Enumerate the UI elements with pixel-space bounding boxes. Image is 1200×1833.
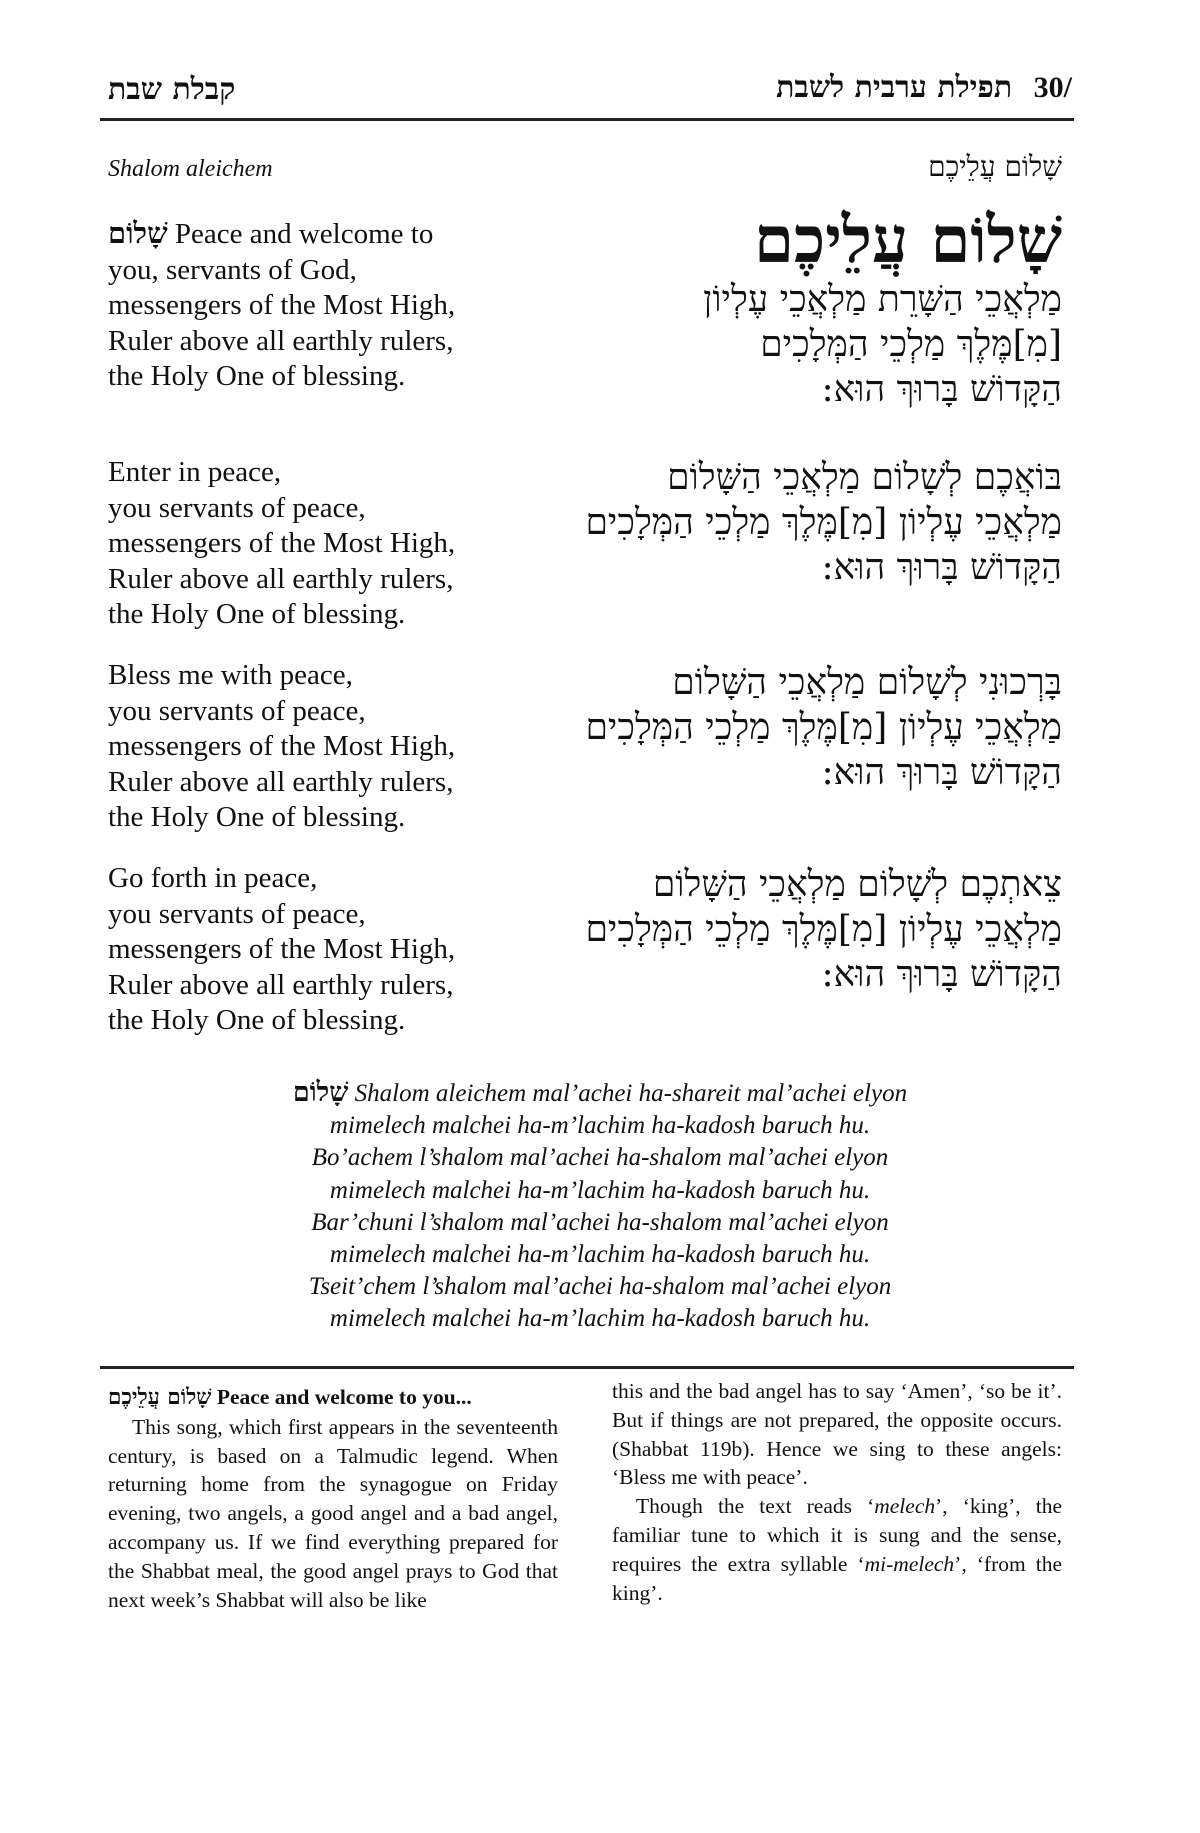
verse-2-hebrew — [522, 455, 1062, 590]
verse-4-line-2: you servants of peace, — [108, 897, 366, 930]
verse-3-line-5: the Holy One of blessing. — [108, 801, 406, 833]
verse-3-line-2: you servants of peace, — [108, 694, 366, 727]
term-mi-melech: mi-melech — [864, 1551, 955, 1576]
transliteration-line-7: Tseit’chem l’shalom mal’achei ha-shalom mal’achei elyon — [308, 1273, 892, 1301]
verse-1-english — [108, 216, 528, 395]
commentary-paragraph-1-continued: this and the bad angel has to say ‘Amen’, ‘so be it’. But if things are not prepared, the opposite occurs. (Shabbat 119b). Hence we sing to these angels: ‘Bless me with peace’. — [612, 1379, 1062, 1490]
verse-1-line-2: you, servants of God, — [108, 253, 357, 286]
verse-2-line-5: the Holy One of blessing. — [108, 598, 406, 630]
transliteration-line-6: mimelech malchei ha-m’lachim ha-kadosh baruch hu. — [329, 1241, 871, 1269]
verse-1-hebrew-line-1: מַלְאֲכֵי הַשָּׁרֵת מַלְאֲכֵי עֶלְיוֹן — [703, 279, 1062, 320]
verse-2-line-1: Enter in peace, — [108, 456, 282, 488]
verse-3-line-1: Bless me with peace, — [108, 659, 353, 691]
verse-3-hebrew — [522, 660, 1062, 795]
transliteration-line-8: mimelech malchei ha-m’lachim ha-kadosh baruch hu. — [329, 1305, 871, 1333]
verse-3-line-4: Ruler above all earthly rulers, — [108, 765, 454, 798]
verse-3-hebrew-line-2: מַלְאֲכֵי עֶלְיוֹן [מִ]מֶּלֶךְ מַלְכֵי הַמְּלָכִים — [585, 707, 1062, 748]
verse-2-line-2: you servants of peace, — [108, 491, 366, 524]
verse-2-hebrew-line-3: הַקָּדוֹשׁ בָּרוּךְ הוּא: — [821, 547, 1062, 588]
verse-1-hebrew — [522, 205, 1062, 412]
verse-1-inline-hebrew: שָׁלוֹם — [108, 216, 168, 250]
section-title-hebrew: שָׁלוֹם עֲלֵיכֶם — [928, 150, 1062, 183]
verse-4-hebrew-line-1: צֵאתְכֶם לְשָׁלוֹם מַלְאֲכֵי הַשָּׁלוֹם — [652, 864, 1062, 905]
verse-1-hebrew-title: שָׁלוֹם עֲלֵיכֶם — [754, 203, 1062, 278]
transliteration-line-2: mimelech malchei ha-m’lachim ha-kadosh baruch hu. — [329, 1112, 871, 1140]
verse-4-hebrew-line-3: הַקָּדוֹשׁ בָּרוּךְ הוּא: — [821, 954, 1062, 995]
verse-2-english — [108, 455, 528, 633]
commentary-left-column — [108, 1383, 558, 1614]
running-head-left: קבלת שבת — [108, 72, 236, 107]
verse-1-line-1: שָׁלוֹם Peace and welcome to — [108, 216, 434, 250]
verse-4-hebrew — [522, 862, 1062, 997]
commentary-right-column — [612, 1377, 1062, 1607]
commentary-heading-english: Peace and welcome to you... — [216, 1385, 472, 1409]
verse-4-hebrew-line-2: מַלְאֲכֵי עֶלְיוֹן [מִ]מֶּלֶךְ מַלְכֵי הַמְּלָכִים — [585, 909, 1062, 950]
verse-3-hebrew-line-3: הַקָּדוֹשׁ בָּרוּךְ הוּא: — [821, 752, 1062, 793]
verse-2-line-4: Ruler above all earthly rulers, — [108, 562, 454, 595]
verse-1-line-3: messengers of the Most High, — [108, 289, 456, 321]
verse-4-english — [108, 861, 528, 1039]
verse-1-hebrew-line-2: [מִ]מֶּלֶךְ מַלְכֵי הַמְּלָכִים — [760, 324, 1062, 365]
commentary-paragraph-1: This song, which first appears in the seventeenth century, is based on a Talmudic legend. When returning home from the synagogue on Friday evening, two angels, a good angel and a bad angel, accompany us. If we find everything prepared for the Shabbat meal, the good angel prays to God that next week’s Shabbat will also be like — [108, 1414, 558, 1612]
verse-4-line-3: messengers of the Most High, — [108, 933, 456, 965]
running-head-title: תפילת ערבית לשבת — [776, 70, 1013, 105]
verse-4-line-4: Ruler above all earthly rulers, — [108, 968, 454, 1001]
commentary-heading — [108, 1383, 558, 1413]
transliteration-line-1: שָׁלוֹם Shalom aleichem mal’achei ha-shareit mal’achei elyon — [292, 1077, 908, 1108]
transliteration-inline-hebrew: שָׁלוֹם — [292, 1077, 349, 1108]
verse-1-line-4: Ruler above all earthly rulers, — [108, 324, 454, 357]
verse-2-hebrew-line-1: בּוֹאֲכֶם לְשָׁלוֹם מַלְאֲכֵי הַשָּׁלוֹם — [667, 457, 1062, 498]
verse-2-hebrew-line-2: מַלְאֲכֵי עֶלְיוֹן [מִ]מֶּלֶךְ מַלְכֵי הַמְּלָכִים — [585, 502, 1062, 543]
verse-3-hebrew-line-1: בָּרְכוּנִי לְשָׁלוֹם מַלְאֲכֵי הַשָּׁלוֹם — [672, 662, 1062, 703]
section-title-english: Shalom aleichem — [108, 156, 273, 182]
transliteration-line-4: mimelech malchei ha-m’lachim ha-kadosh baruch hu. — [329, 1176, 871, 1204]
verse-3-english — [108, 658, 528, 836]
transliteration-block — [200, 1077, 1000, 1336]
transliteration-line-5: Bar’chuni l’shalom mal’achei ha-shalom mal’achei elyon — [311, 1208, 889, 1236]
header-rule — [100, 118, 1074, 121]
verse-1-hebrew-line-3: הַקָּדוֹשׁ בָּרוּךְ הוּא: — [821, 369, 1062, 410]
page-number: 30/ — [1033, 71, 1072, 104]
transliteration-line-3: Bo’achem l’shalom mal’achei ha-shalom mal’achei elyon — [311, 1144, 889, 1172]
commentary-paragraph-2: Though the text reads ‘melech’, ‘king’, the familiar tune to which it is sung and the sense, requires the extra syllable ‘mi-melech’, ‘from the king’. — [612, 1494, 1062, 1605]
verse-1-line-5: the Holy One of blessing. — [108, 360, 406, 392]
verse-4-line-1: Go forth in peace, — [108, 862, 318, 894]
verse-3-line-3: messengers of the Most High, — [108, 730, 456, 762]
commentary-rule — [100, 1366, 1074, 1369]
verse-4-line-5: the Holy One of blessing. — [108, 1004, 406, 1036]
commentary-heading-hebrew: שָׁלוֹם עֲלֵיכֶם — [108, 1385, 212, 1410]
running-head-right — [776, 70, 1072, 105]
verse-2-line-3: messengers of the Most High, — [108, 527, 456, 559]
term-melech: melech — [874, 1494, 936, 1519]
